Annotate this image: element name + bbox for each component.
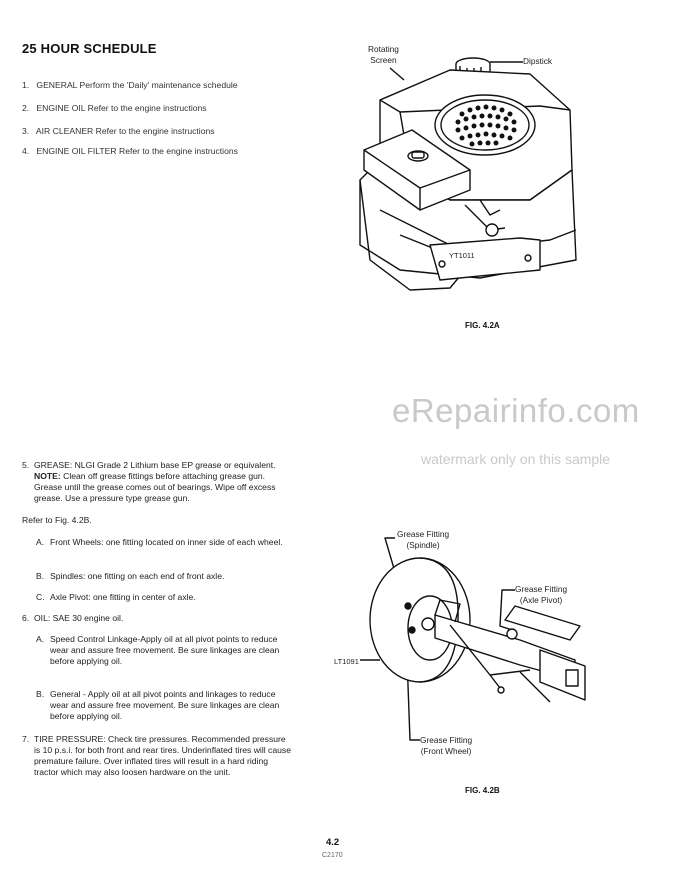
- schedule-item-oil-filter: [22, 146, 238, 156]
- tire-number: 7.: [22, 734, 30, 744]
- rotating-screen-line1: Rotating: [368, 44, 399, 54]
- oil-number: 6.: [22, 613, 30, 623]
- grease-item-text: Axle Pivot: one fitting in center of axle.: [50, 592, 196, 602]
- watermark-sub: watermark only on this sample: [421, 451, 611, 467]
- axle-pivot-line1: Grease Fitting: [515, 584, 568, 594]
- engine-illustration: [340, 50, 590, 310]
- schedule-item-number: 1.: [22, 80, 30, 90]
- fig-4-2a-caption: FIG. 4.2A: [465, 321, 500, 330]
- page-title: 25 HOUR SCHEDULE: [22, 41, 157, 56]
- front-wheel-line2: (Front Wheel): [420, 746, 472, 756]
- oil-item-letter: A.: [36, 634, 45, 644]
- watermark-main: eRepairinfo.com: [392, 392, 640, 429]
- schedule-item-number: 4.: [22, 146, 30, 156]
- grease-note-label: NOTE:: [34, 471, 61, 481]
- oil-item-text: General - Apply oil at all pivot points and linkages to reduce wear and assure free movement. Be sure linkages are clean before applying oil.: [50, 689, 280, 721]
- dipstick-callout: Dipstick: [523, 56, 553, 66]
- fig-4-2a-code: YT1011: [449, 251, 475, 260]
- grease-number: 5.: [22, 460, 30, 470]
- grease-item-axle-pivot: [36, 592, 292, 603]
- grease-item-letter: A.: [36, 537, 45, 547]
- schedule-item-number: 3.: [22, 126, 30, 136]
- oil-item-general: [36, 689, 292, 722]
- schedule-item-text: AIR CLEANER Refer to the engine instructions: [35, 126, 215, 136]
- oil-item-speed-control: [36, 634, 292, 667]
- oil-paragraph: [22, 613, 123, 624]
- schedule-item-air-cleaner: [22, 126, 215, 136]
- schedule-item-general: [22, 80, 238, 90]
- schedule-item-text: GENERAL Perform the 'Daily' maintenance schedule: [36, 80, 238, 90]
- tire-pressure-paragraph: [22, 734, 292, 778]
- refer-fig-4-2b: Refer to Fig. 4.2B.: [22, 515, 92, 525]
- schedule-item-number: 2.: [22, 103, 30, 113]
- grease-item-letter: C.: [36, 592, 45, 602]
- oil-item-letter: B.: [36, 689, 45, 699]
- front-axle-illustration: [340, 530, 590, 730]
- grease-item-letter: B.: [36, 571, 45, 581]
- grease-item-front-wheels: [36, 537, 292, 548]
- grease-item-text: Front Wheels: one fitting located on inner side of each wheel.: [50, 537, 283, 547]
- spindle-line2: (Spindle): [406, 540, 440, 550]
- schedule-item-text: ENGINE OIL Refer to the engine instructions: [36, 103, 207, 113]
- front-wheel-line1: Grease Fitting: [420, 735, 473, 745]
- grease-item-spindles: [36, 571, 292, 582]
- axle-pivot-line2: (Axle Pivot): [519, 595, 563, 605]
- page-number: 4.2: [326, 837, 340, 848]
- tire-text: TIRE PRESSURE: Check tire pressures. Recommended pressure is 10 p.s.i. for both front and rear tires. Underinflated tires will cause premature failure. Over inflated tires will result in a hard riding tractor which may also loosen hardware on the unit.: [34, 734, 291, 777]
- grease-lead: GREASE: NLGI Grade 2 Lithium base EP grease or equivalent.: [34, 460, 276, 470]
- oil-item-text: Speed Control Linkage-Apply oil at all pivot points to reduce wear and assure free movement. Be sure linkages are clean before applying oil.: [50, 634, 280, 666]
- grease-paragraph: [22, 460, 292, 504]
- spindle-line1: Grease Fitting: [397, 529, 450, 539]
- grease-note-text: Clean off grease fittings before attaching grease gun. Grease until the grease comes out of bearings. Wipe off excess grease. Use a pressure type grease gun.: [34, 471, 276, 503]
- schedule-item-text: ENGINE OIL FILTER Refer to the engine instructions: [36, 146, 238, 156]
- schedule-item-engine-oil: [22, 103, 207, 113]
- front-wheel-callout: [420, 735, 472, 757]
- document-code: C2170: [322, 852, 343, 859]
- grease-item-text: Spindles: one fitting on each end of front axle.: [50, 571, 225, 581]
- fig-4-2b-caption: FIG. 4.2B: [465, 786, 500, 795]
- oil-text: OIL: SAE 30 engine oil.: [34, 613, 124, 623]
- fig-4-2b-code: LT1091: [334, 657, 359, 666]
- rotating-screen-line2: Screen: [370, 55, 397, 65]
